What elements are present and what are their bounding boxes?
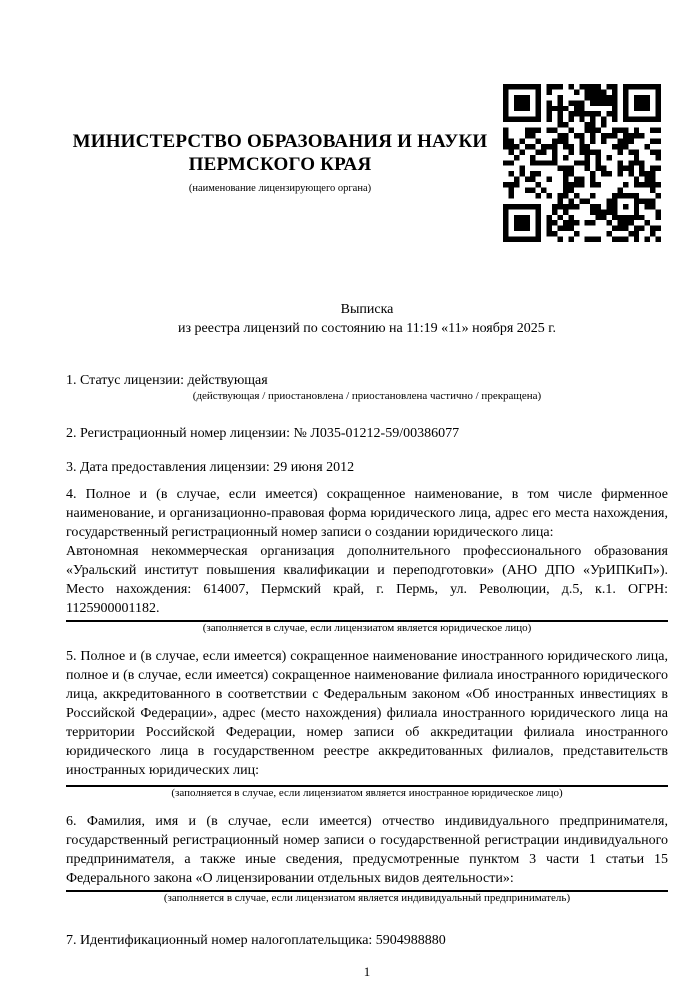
individual-entrepreneur-note: (заполняется в случае, если лицензиатом является индивидуальный предприниматель)	[163, 892, 571, 904]
ministry-caption: (наименование лицензирующего органа)	[188, 183, 372, 194]
item-legal-entity-heading: 4. Полное и (в случае, если имеется) сокращенное наименование, в том числе фирменное наименование, и организационно-правовая форма юридического лица, адрес его места нахождения, государственный регистрационный номер записи о создании юридического лица:	[66, 487, 668, 540]
licensing-authority-header	[58, 130, 502, 195]
document-title-line1: Выписка	[340, 302, 394, 317]
foreign-entity-note: (заполняется в случае, если лицензиатом является иностранное юридическое лицо)	[171, 787, 563, 799]
item-registration-number: 2. Регистрационный номер лицензии: № Л035-01212-59/00386077	[66, 426, 460, 441]
page-number: 1	[363, 964, 371, 979]
ministry-name-line1: МИНИСТЕРСТВО ОБРАЗОВАНИЯ И НАУКИ	[72, 131, 488, 152]
qr-code-icon	[503, 84, 661, 242]
item-legal-entity-value: Автономная некоммерческая организация дополнительного профессионального образования «Уральский институт повышения квалификации и переподготовки» (АНО ДПО «УрИПКиП»). Место нахождения: 614007, Пермский край, г. Пермь, ул. Революции, д.5, к.1. ОГРН: 1125900001182.	[66, 544, 668, 616]
document-body	[66, 300, 668, 981]
item-license-status: 1. Статус лицензии: действующая	[66, 373, 268, 388]
item-foreign-entity-heading: 5. Полное и (в случае, если имеется) сокращенное наименование иностранного юридического лица, полное и (в случае, если имеется) сокращенное наименование филиала иностранного юридического лица, аккредитованного в соответствии с Федеральным законом «Об иностранных инвестициях в Российской Федерации», адрес (место нахождения) филиала иностранного юридического лица на территории Российской Федерации, номер записи об аккредитации филиала иностранного юридического лица в государственном реестре аккредитованных филиалов, представительств иностранных юридических лиц:	[66, 649, 668, 778]
ministry-name-line2: ПЕРМСКОГО КРАЯ	[188, 154, 372, 175]
item-taxpayer-id: 7. Идентификационный номер налогоплательщика: 5904988880	[66, 933, 446, 948]
document-title-line2: из реестра лицензий по состоянию на 11:19 «11» ноября 2025 г.	[178, 321, 556, 336]
legal-entity-note: (заполняется в случае, если лицензиатом является юридическое лицо)	[202, 622, 532, 634]
item-license-status-note: (действующая / приостановлена / приостановлена частично / прекращена)	[192, 390, 542, 402]
item-individual-entrepreneur-heading: 6. Фамилия, имя и (в случае, если имеется) отчество индивидуального предпринимателя, государственный регистрационный номер записи о государственной регистрации индивидуального предпринимателя, а также иные сведения, предусмотренные пунктом 3 части 1 статьи 15 Федерального закона «О лицензировании отдельных видов деятельности»:	[66, 814, 668, 886]
item-license-grant-date: 3. Дата предоставления лицензии: 29 июня 2012	[66, 460, 355, 475]
